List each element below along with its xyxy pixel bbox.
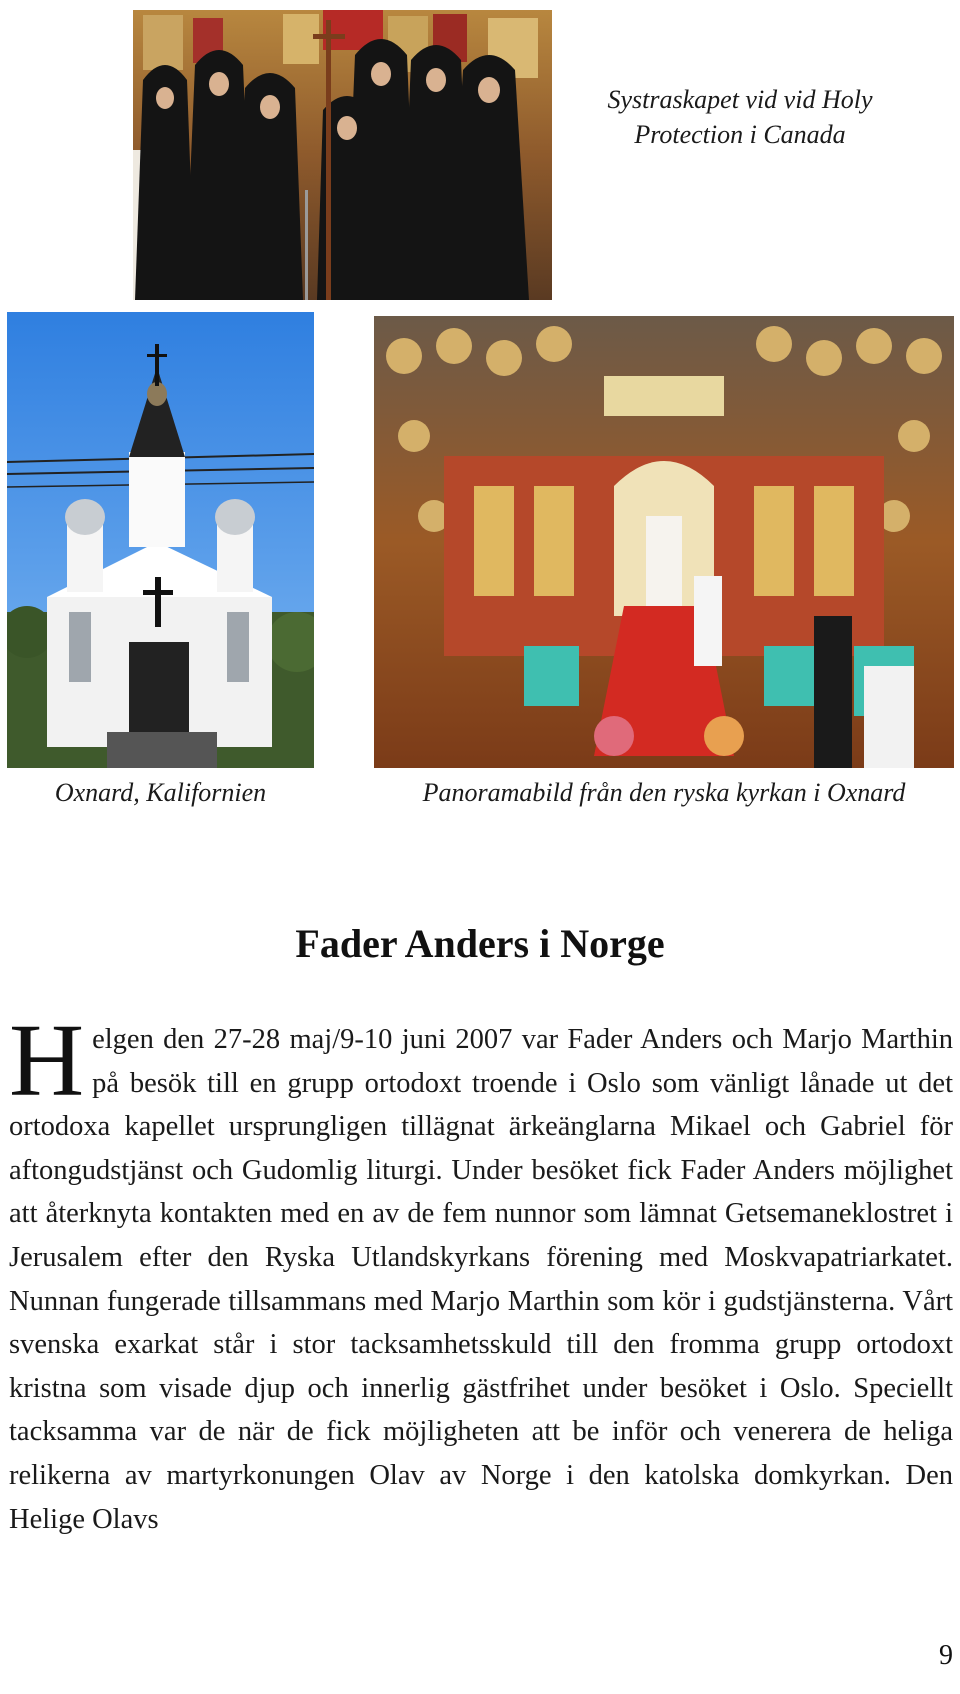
nuns-group-photo: [133, 10, 552, 300]
church-exterior-photo: [7, 312, 314, 768]
article-body: [9, 1003, 953, 1541]
article-title: Fader Anders i Norge: [295, 921, 665, 966]
interior-photo-caption: Panoramabild från den ryska kyrkan i Oxnard: [422, 778, 906, 807]
article-body-text: elgen den 27-28 maj/9-10 juni 2007 var Fader Anders och Marjo Marthin på besök till en grupp ortodoxt troende i Oslo som vänligt lånade ut det ortodoxa kapellet ursprungligen tillägnat ärkeänglarna Mikael och Gabriel för aftongudstjänst och Gudomlig liturgi. Under besöket fick Fader Anders möjlighet att återknyta kontakten med en av de fem nunnor som lämnat Getsemaneklostret i Jerusalem efter den Ryska Utlandskyrkans förening med Moskvapatriarkatet. Nunnan fungerade tillsammans med Marjo Marthin som kör i gudstjänsterna. Vårt svenska exarkat står i stor tacksamhetsskuld till den fromma grupp ortodoxt kristna som visade djup och innerlig gästfrihet under besöket i Oslo. Speciellt tacksamma var de när de fick möjligheten att be inför och venerera de heliga relikerna av martyrkonungen Olav av Norge i den katolska domkyrkan. Den Helige Olavs: [9, 1024, 953, 1535]
nuns-caption-line-2: Protection i Canada: [634, 120, 846, 149]
church-interior-photo: [374, 316, 954, 768]
nuns-caption-line-1: Systraskapet vid vid Holy: [607, 85, 873, 114]
drop-cap: H: [9, 1003, 85, 1118]
nuns-photo-caption: [580, 82, 900, 152]
church-photo-caption: Oxnard, Kalifornien: [54, 778, 267, 807]
page-number: 9: [939, 1640, 953, 1671]
